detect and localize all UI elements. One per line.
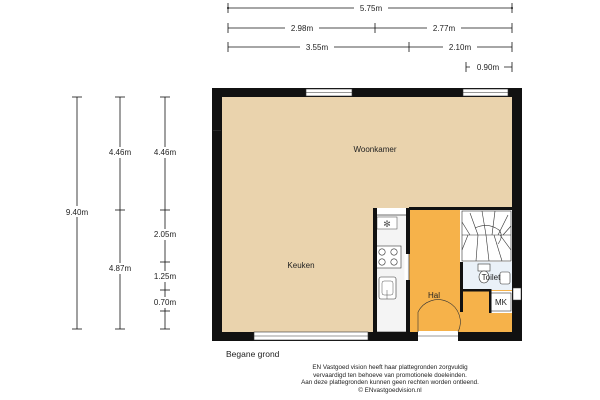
- room-label-keuken: Keuken: [287, 261, 315, 270]
- credits-line-3: Aan deze plattegronden kunnen geen rechten worden ontleend.: [301, 379, 479, 387]
- svg-text:✻: ✻: [383, 220, 391, 230]
- dim-outer-top: 4.46m: [108, 148, 132, 157]
- keuken-floor: [222, 208, 375, 332]
- dim-total-width: 5.75m: [359, 4, 383, 13]
- room-label-woonkamer: Woonkamer: [353, 145, 397, 154]
- dim-outer-bottom: 4.87m: [108, 264, 132, 273]
- credits-line-4: © ENvastgoedvision.nl: [358, 386, 422, 394]
- room-label-mk: MK: [495, 298, 507, 307]
- dim-left-upper: 2.98m: [290, 24, 314, 33]
- dim-right-upper: 2.77m: [432, 24, 456, 33]
- dim-inner-3: 1.25m: [153, 272, 177, 281]
- dim-right-lower: 2.10m: [448, 43, 472, 52]
- dim-inner-top: 4.46m: [153, 148, 177, 157]
- room-label-toilet: Toilet: [481, 273, 501, 282]
- credits-line-2: vervaardigd ten behoeve van promotionele doeleinden.: [313, 371, 467, 379]
- floor-label: Begane grond: [226, 349, 280, 359]
- stair-area: [460, 210, 513, 262]
- dim-small: 0.90m: [476, 63, 500, 72]
- credits-line-1: EN Vastgoed vision heeft haar plattegronden zorgvuldig: [312, 364, 468, 371]
- horizontal-dimensions: [228, 3, 512, 72]
- credits-block: [250, 364, 530, 394]
- dim-inner-4: 0.70m: [153, 298, 177, 307]
- dim-inner-2: 2.05m: [153, 230, 177, 239]
- dim-left-lower: 3.55m: [305, 43, 329, 52]
- room-label-hal: Hal: [427, 291, 441, 300]
- kitchen-counter: [375, 215, 409, 332]
- dim-total-depth: 9.40m: [65, 208, 89, 217]
